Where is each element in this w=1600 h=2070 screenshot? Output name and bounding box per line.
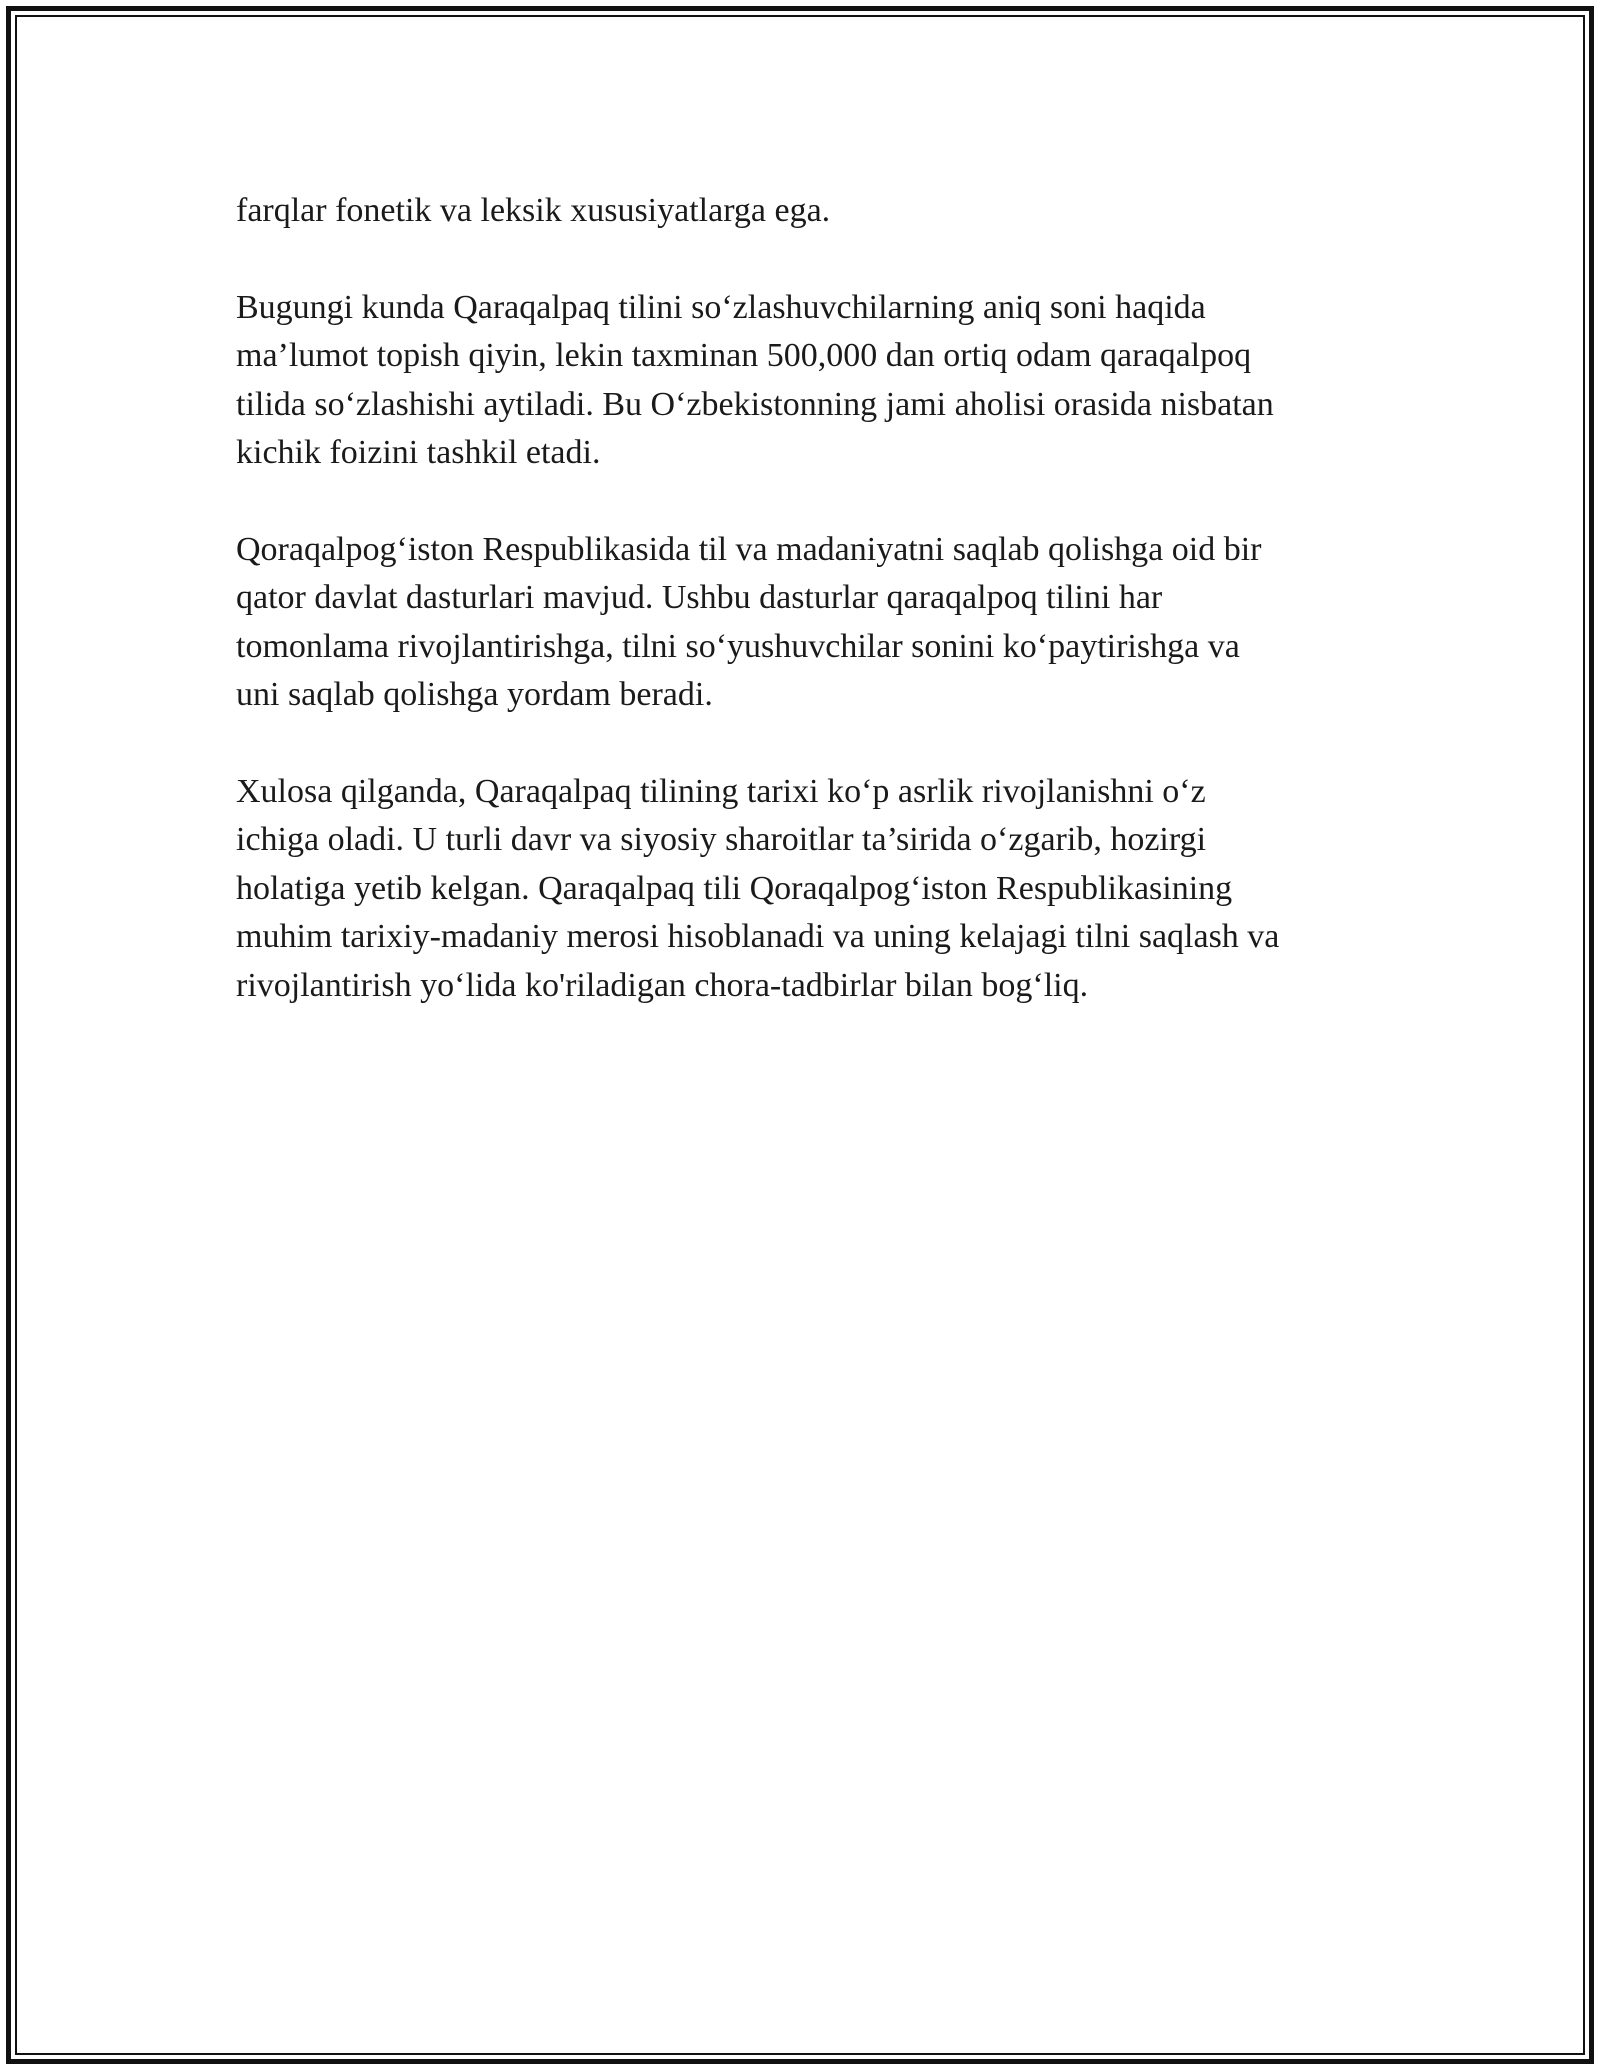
paragraph-line: tomonlama rivojlantirishga, tilni so‘yushuvchilar sonini ko‘paytirishga va bbox=[236, 627, 1240, 665]
document-body bbox=[236, 187, 1376, 1010]
paragraph-4 bbox=[236, 768, 1376, 1011]
paragraph-line: farqlar fonetik va leksik xususiyatlarga ega. bbox=[236, 192, 831, 229]
paragraph-3 bbox=[236, 526, 1376, 720]
paragraph-line: ma’lumot topish qiyin, lekin taxminan 500,000 dan ortiq odam qaraqalpoq bbox=[236, 337, 1252, 374]
paragraph-line: muhim tarixiy-madaniy merosi hisoblanadi va uning kelajagi tilni saqlash va bbox=[236, 918, 1280, 955]
paragraph-spacer bbox=[236, 478, 1376, 526]
paragraph-line: Xulosa qilganda, Qaraqalpaq tilining tarixi ko‘p asrlik rivojlanishni o‘z bbox=[236, 772, 1206, 810]
paragraph-line: Bugungi kunda Qaraqalpaq tilini so‘zlashuvchilarning aniq soni haqida bbox=[236, 288, 1206, 326]
paragraph-line: kichik foizini tashkil etadi. bbox=[236, 434, 601, 471]
paragraph-spacer bbox=[236, 720, 1376, 768]
paragraph-line: tilida so‘zlashishi aytiladi. Bu O‘zbekistonning jami aholisi orasida nisbatan bbox=[236, 385, 1274, 423]
paragraph-line: Qoraqalpog‘iston Respublikasida til va madaniyatni saqlab qolishga oid bir bbox=[236, 530, 1262, 568]
paragraph-line: uni saqlab qolishga yordam beradi. bbox=[236, 676, 713, 713]
paragraph-line: holatiga yetib kelgan. Qaraqalpaq tili Qoraqalpog‘iston Respublikasining bbox=[236, 869, 1233, 907]
paragraph-1 bbox=[236, 187, 1376, 236]
paragraph-line: ichiga oladi. U turli davr va siyosiy sharoitlar ta’sirida o‘zgarib, hozirgi bbox=[236, 821, 1207, 858]
paragraph-line: rivojlantirish yo‘lida ko'riladigan chora-tadbirlar bilan bog‘liq. bbox=[236, 966, 1089, 1004]
paragraph-2 bbox=[236, 284, 1376, 478]
paragraph-spacer bbox=[236, 236, 1376, 284]
paragraph-line: qator davlat dasturlari mavjud. Ushbu dasturlar qaraqalpoq tilini har bbox=[236, 579, 1163, 616]
